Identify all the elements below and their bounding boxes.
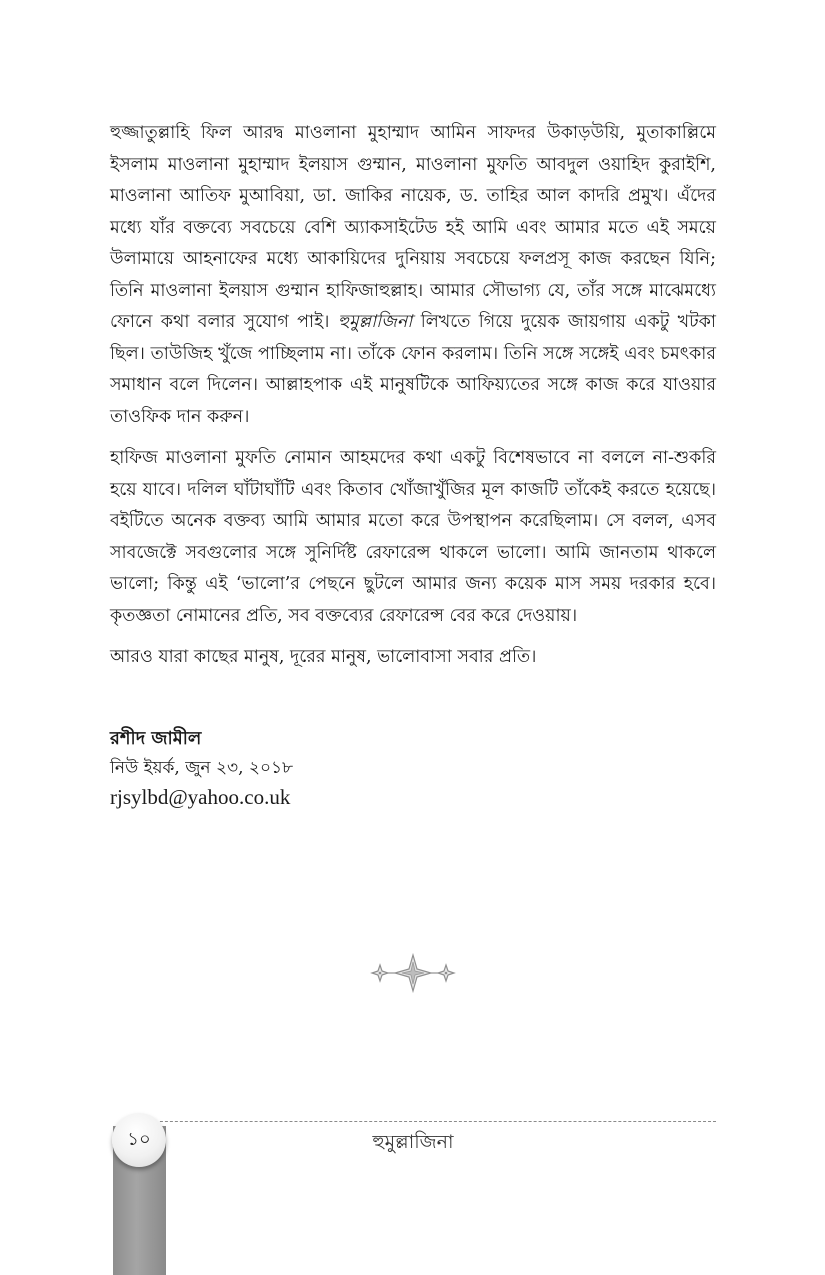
body-text xyxy=(110,118,716,684)
paragraph-acknowledgement-noman: হাফিজ মাওলানা মুফতি নোমান আহমদের কথা একটু বিশেষভাবে না বললে না-শুকরি হয়ে যাবে। দলিল ঘাঁটাঘাঁটি এবং কিতাব খোঁজাখুঁজির মূল কাজটি তাঁকেই করতে হয়েছে। বইটিতে অনেক বক্তব্য আমি আমার মতো করে উপস্থাপন করেছিলাম। সে বলল, এসব সাবজেক্টে সবগুলোর সঙ্গে সুনির্দিষ্ট রেফারেন্স থাকলে ভালো। আমি জানতাম থাকলে ভালো; কিন্তু এই ‘ভালো’র পেছনে ছুটলে আমার জন্য কয়েক মাস সময় দরকার হবে। কৃতজ্ঞতা নোমানের প্রতি, সব বক্তব্যের রেফারেন্স বের করে দেওয়ায়। xyxy=(110,448,716,626)
paragraph-text: হুজ্জাতুল্লাহি ফিল আরদ্ব মাওলানা মুহাম্মাদ আমিন সাফদর উকাড়উয়ি, মুতাকাল্লিমে ইসলাম মাওলানা মুহাম্মাদ ইলয়াস গুম্মান, মাওলানা মুফতি আবদুল ওয়াহিদ কুরাইশি, মাওলানা আতিফ মুআবিয়া, ডা. জাকির নায়েক, ড. তাহির আল কাদরি প্রমুখ। এঁদের মধ্যে যাঁর বক্তব্যে সবচেয়ে বেশি অ্যাকসাইটেড হই আমি এবং আমার মতে এই সময়ে উলামায়ে আহনাফের মধ্যে আকায়িদের দুনিয়ায় সবচেয়ে ফলপ্রসূ কাজ করছেন যিনি; তিনি মাওলানা ইলয়াস গুম্মান হাফিজাহুল্লাহ। আমার সৌভাগ্য যে, তাঁর সঙ্গে মাঝেমধ্যে ফোনে কথা বলার সুযোগ পাই। xyxy=(110,123,716,332)
book-title-italic: হুমুল্লাজিনা xyxy=(337,312,413,332)
four-point-star-ornament-icon xyxy=(366,952,460,994)
paragraph-acknowledgement-others: আরও যারা কাছের মানুষ, দূরের মানুষ, ভালোবাসা সবার প্রতি। xyxy=(110,647,537,667)
signature-block xyxy=(110,724,716,812)
paragraph-text: লিখতে গিয়ে দুয়েক জায়গায় একটু খটকা ছিল। তাউজিহ খুঁজে পাচ্ছিলাম না। তাঁকে ফোন করলাম। তিনি সঙ্গে সঙ্গেই এবং চমৎকার সমাধান বলে দিলেন। আল্লাহপাক এই মানুষটিকে আফিয়্যতের সঙ্গে কাজ করে যাওয়ার তাওফিক দান করুন। xyxy=(110,312,716,427)
author-email: rjsylbd@yahoo.co.uk xyxy=(110,785,291,809)
page-number: ১০ xyxy=(112,1113,166,1167)
author-name: রশীদ জামীল xyxy=(110,728,202,749)
paragraph-acknowledgement-guman xyxy=(110,118,716,433)
place-date: নিউ ইয়র্ক, জুন ২৩, ২০১৮ xyxy=(110,758,294,778)
running-title: হুমুল্লাজিনা xyxy=(372,1131,454,1153)
footer-divider xyxy=(140,1121,716,1122)
